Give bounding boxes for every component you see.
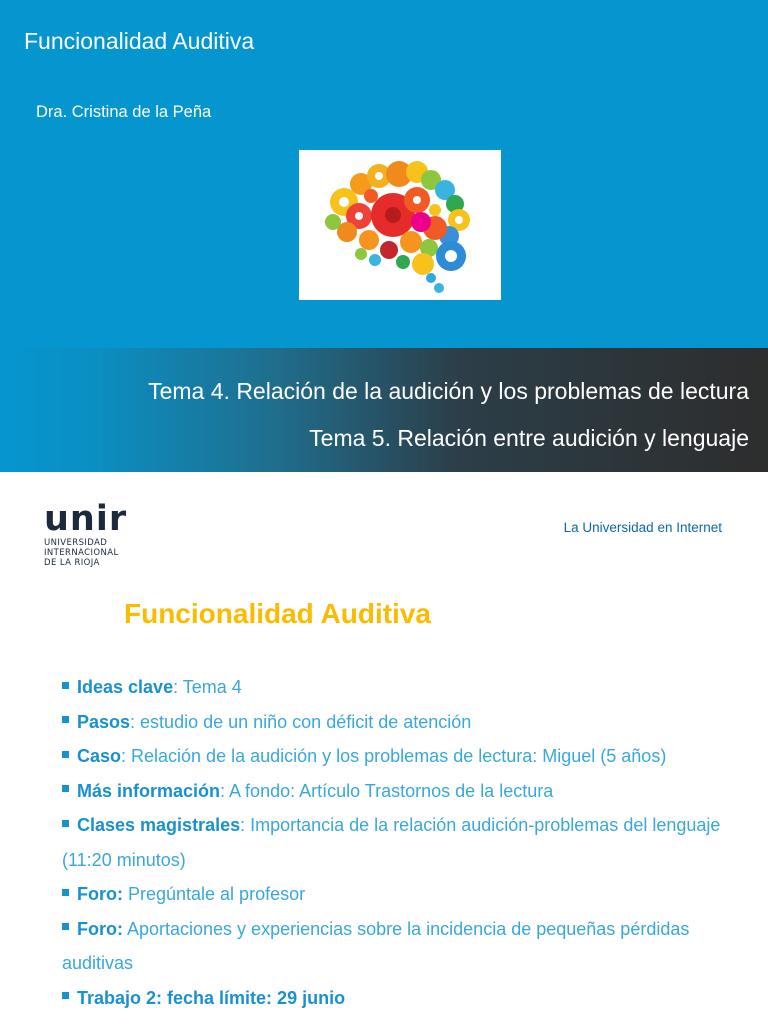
bullet-list <box>62 670 722 1015</box>
slide-1 <box>0 0 768 474</box>
list-item: Más información: A fondo: Artículo Trastornos de la lectura <box>62 774 722 809</box>
bullet-square-icon <box>62 751 69 758</box>
logo-line: UNIVERSIDAD <box>44 538 108 548</box>
list-item: Clases magistrales: Importancia de la relación audición-problemas del lenguaje (11:20 minutos) <box>62 815 721 870</box>
bullet-square-icon <box>62 785 69 792</box>
bullet-square-icon <box>62 992 69 999</box>
unir-logo <box>44 499 128 568</box>
logo-subtitle <box>44 538 127 568</box>
list-item: Foro: Pregúntale al profesor <box>62 877 722 912</box>
gears-brain-icon <box>299 150 501 300</box>
gear-cluster <box>325 161 470 293</box>
bullet-square-icon <box>62 682 69 689</box>
bullet-square-icon <box>62 820 69 827</box>
gears-brain-image <box>299 150 501 300</box>
logo-line: DE LA RIOJA <box>44 558 100 568</box>
slide-1-author: Dra. Cristina de la Peña <box>36 103 212 121</box>
logo-word: unir <box>44 499 128 539</box>
list-item: Caso: Relación de la audición y los problemas de lectura: Miguel (5 años) <box>62 739 722 774</box>
bullet-square-icon <box>62 889 69 896</box>
list-item: Foro: Aportaciones y experiencias sobre la incidencia de pequeñas pérdidas auditivas <box>62 918 690 973</box>
slide-2 <box>0 480 768 1024</box>
slide-2-title: Funcionalidad Auditiva <box>124 598 431 629</box>
list-item: Ideas clave: Tema 4 <box>62 670 722 705</box>
slide-separator <box>0 472 768 480</box>
bullet-square-icon <box>62 716 69 723</box>
slide-1-title: Funcionalidad Auditiva <box>24 28 255 54</box>
tagline: La Universidad en Internet <box>563 520 722 535</box>
list-item: Trabajo 2: fecha límite: 29 junio <box>62 981 722 1016</box>
topics-band <box>0 348 768 472</box>
topic-5: Tema 5. Relación entre audición y lenguaje <box>309 425 749 451</box>
bullet-square-icon <box>62 923 69 930</box>
topic-4: Tema 4. Relación de la audición y los problemas de lectura <box>148 378 749 404</box>
logo-line: INTERNACIONAL <box>44 548 119 558</box>
list-item: Pasos: estudio de un niño con déficit de atención <box>62 705 722 740</box>
